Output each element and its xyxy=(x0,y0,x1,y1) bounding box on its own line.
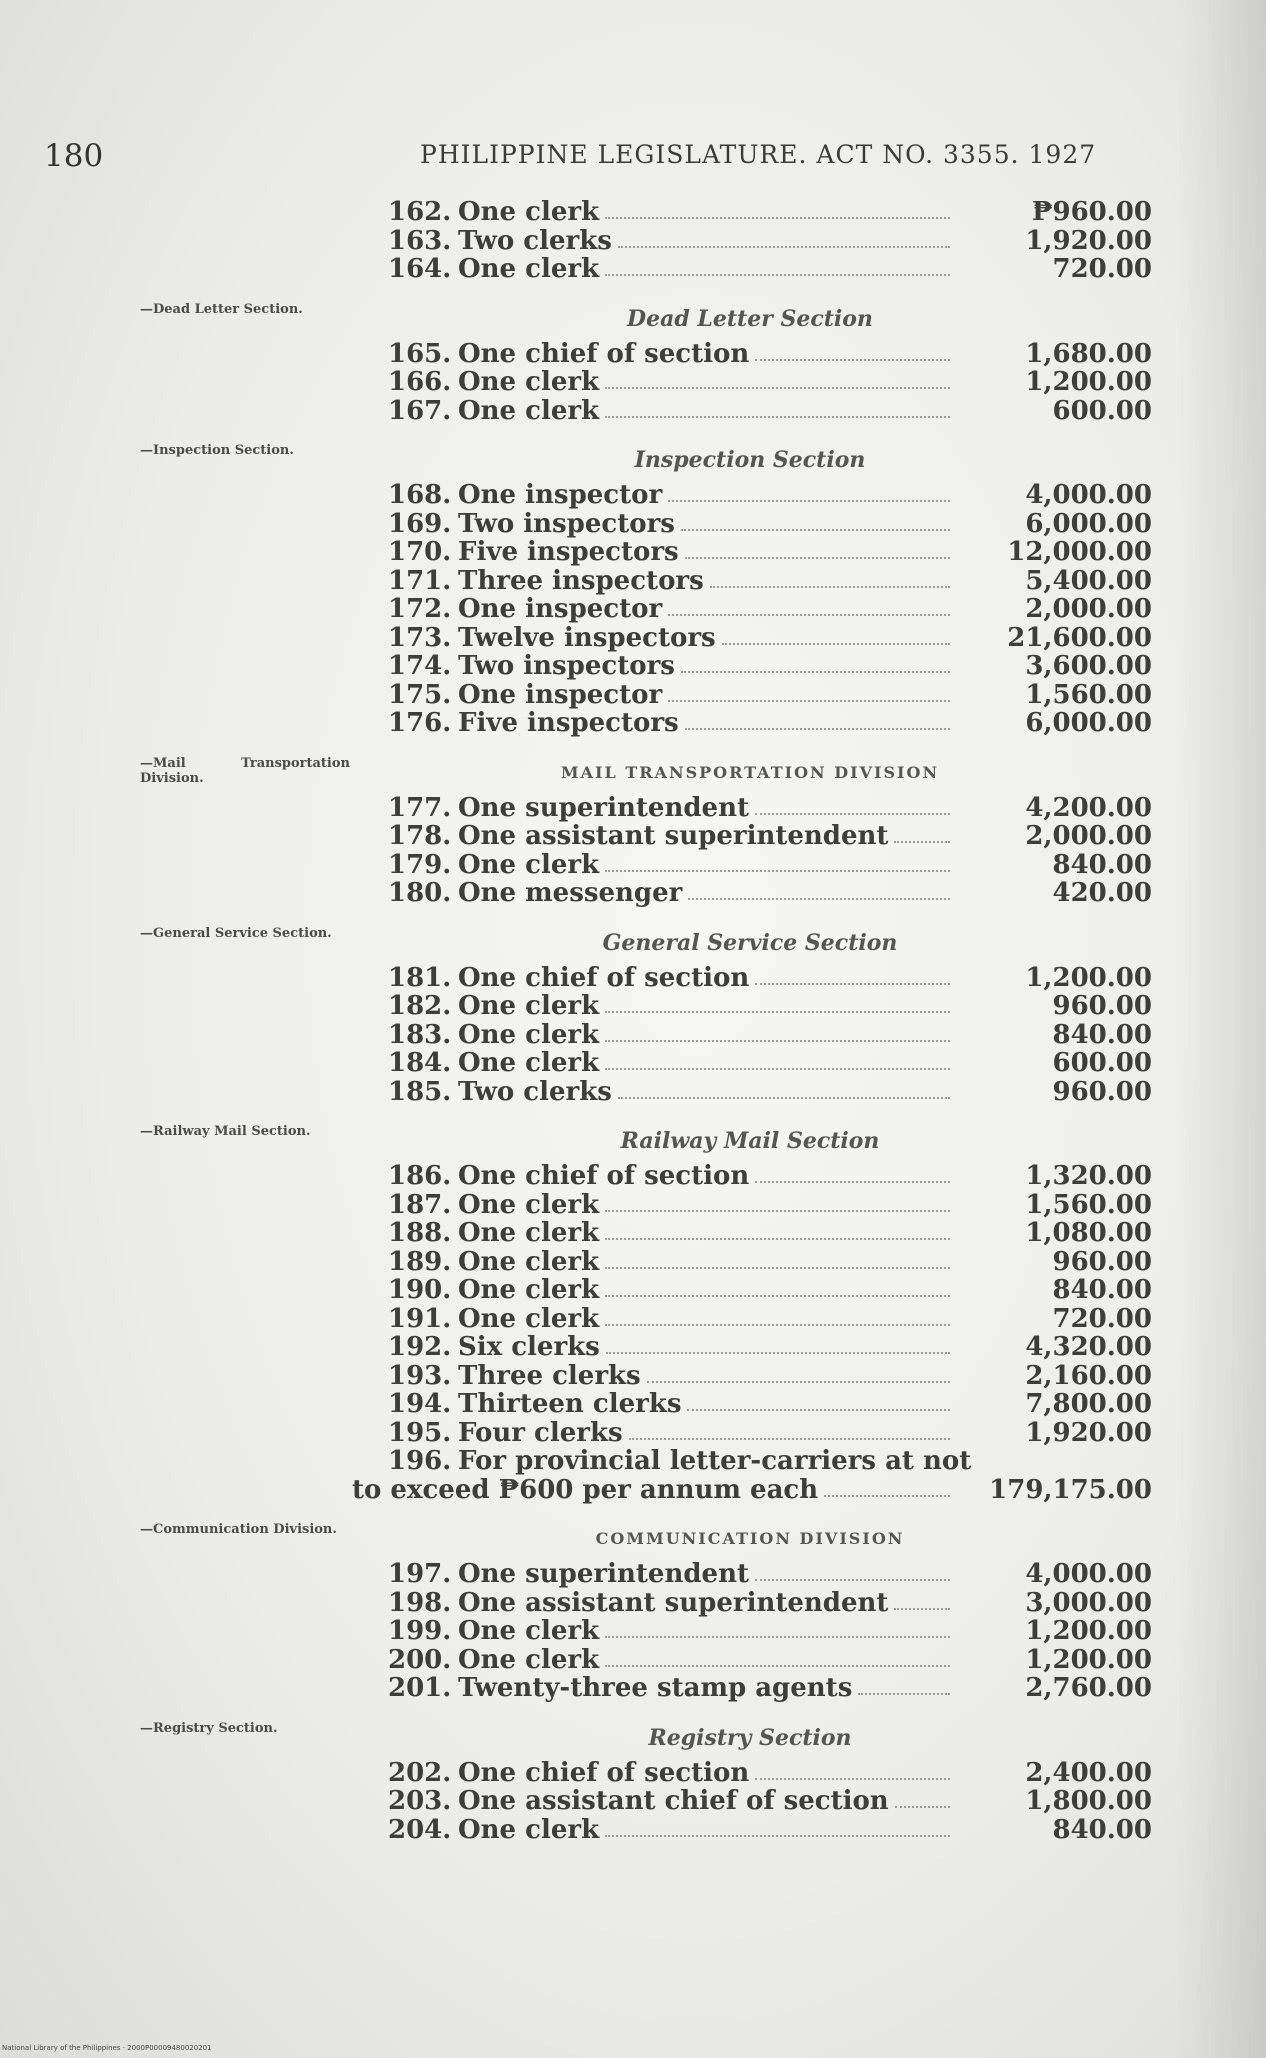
leader-dots xyxy=(685,557,950,559)
item-amount: 840.00 xyxy=(1052,1814,1152,1845)
section-gap xyxy=(0,284,1266,298)
item-description: One clerk xyxy=(458,1189,600,1220)
item-number: 164. xyxy=(388,254,452,284)
line-item xyxy=(0,1362,1266,1391)
item-amount: 840.00 xyxy=(1052,1275,1152,1305)
section-heading: Inspection Section xyxy=(634,447,866,473)
line-item xyxy=(0,1816,1266,1845)
line-item xyxy=(0,1476,1266,1505)
item-number: 184. xyxy=(388,1048,452,1078)
item-description: One clerk xyxy=(458,1246,600,1277)
page-number: 180 xyxy=(44,138,104,174)
leader-dots xyxy=(605,387,950,389)
item-amount: 2,760.00 xyxy=(1025,1673,1152,1703)
margin-note: —Registry Section. xyxy=(140,1720,278,1736)
leader-dots xyxy=(755,813,950,815)
item-amount: 2,160.00 xyxy=(1025,1360,1152,1391)
item-amount: 1,920.00 xyxy=(1025,225,1152,256)
item-number: 167. xyxy=(388,395,452,426)
leader-dots xyxy=(681,529,950,531)
item-amount: 960.00 xyxy=(1052,991,1152,1021)
item-number: 163. xyxy=(388,225,452,256)
leader-dots xyxy=(668,500,950,502)
leader-dots xyxy=(668,700,950,702)
section-heading: Railway Mail Section xyxy=(620,1128,880,1154)
leader-dots xyxy=(605,1011,950,1013)
leader-dots xyxy=(605,1040,950,1042)
leader-dots xyxy=(755,1579,950,1581)
item-amount: 12,000.00 xyxy=(1007,537,1152,567)
item-amount: 1,200.00 xyxy=(1025,1616,1152,1646)
item-description: One clerk xyxy=(458,254,600,284)
item-description: One clerk xyxy=(458,367,600,397)
line-item xyxy=(0,227,1266,256)
leader-dots xyxy=(755,1181,950,1183)
item-amount: 840.00 xyxy=(1052,1019,1152,1050)
item-description: Five inspectors xyxy=(458,708,679,738)
item-amount: 21,600.00 xyxy=(1007,622,1152,653)
item-number: 186. xyxy=(388,1161,452,1191)
line-item xyxy=(0,595,1266,624)
section xyxy=(0,922,1266,1121)
line-item xyxy=(0,510,1266,539)
item-description: One clerk xyxy=(458,197,600,227)
leader-dots xyxy=(687,1409,950,1411)
item-number: 189. xyxy=(388,1246,452,1277)
leader-dots xyxy=(605,1238,950,1240)
item-amount: 179,175.00 xyxy=(989,1474,1152,1505)
item-description: One inspector xyxy=(458,480,663,510)
line-item xyxy=(0,1162,1266,1191)
line-item xyxy=(0,879,1266,908)
item-number: 177. xyxy=(388,792,452,823)
item-description: Four clerks xyxy=(458,1417,623,1448)
item-number: 166. xyxy=(388,367,452,397)
item-number: 187. xyxy=(388,1189,452,1220)
line-item xyxy=(0,794,1266,823)
line-item xyxy=(0,1560,1266,1589)
scan-footer: National Library of the Philippines · 2000P00009480020201 xyxy=(2,2044,212,2052)
item-description: One chief of section xyxy=(458,338,750,369)
item-amount: 600.00 xyxy=(1052,1048,1152,1078)
line-item xyxy=(0,1419,1266,1448)
item-amount: 2,000.00 xyxy=(1025,821,1152,851)
item-description: One clerk xyxy=(458,1019,600,1050)
item-number: 174. xyxy=(388,651,452,681)
leader-dots xyxy=(605,416,950,418)
leader-dots xyxy=(618,1097,950,1099)
item-description: One messenger xyxy=(458,878,683,908)
line-item xyxy=(0,851,1266,880)
margin-note: —Dead Letter Section. xyxy=(140,301,303,317)
leader-dots xyxy=(722,643,950,645)
item-amount: 1,920.00 xyxy=(1025,1417,1152,1448)
item-number: 188. xyxy=(388,1218,452,1248)
line-item xyxy=(0,1021,1266,1050)
leader-dots xyxy=(605,1210,950,1212)
line-item xyxy=(0,1759,1266,1788)
line-item xyxy=(0,1617,1266,1646)
item-amount: 1,800.00 xyxy=(1025,1786,1152,1816)
item-number: 182. xyxy=(388,991,452,1021)
margin-note: —Communication Division. xyxy=(140,1522,337,1537)
item-amount: 3,600.00 xyxy=(1025,651,1152,681)
item-amount: 1,200.00 xyxy=(1025,367,1152,397)
item-amount: 3,000.00 xyxy=(1025,1587,1152,1618)
appropriation-list xyxy=(0,198,1266,1858)
item-number: 176. xyxy=(388,708,452,738)
item-description: Two inspectors xyxy=(458,651,675,681)
line-item xyxy=(0,1447,1266,1476)
line-item xyxy=(0,1589,1266,1618)
item-description: One clerk xyxy=(458,1814,600,1845)
item-number: 197. xyxy=(388,1559,452,1589)
item-amount: 420.00 xyxy=(1052,878,1152,908)
item-amount: 4,200.00 xyxy=(1025,792,1152,823)
item-description: Two clerks xyxy=(458,1076,612,1107)
item-number: 179. xyxy=(388,849,452,880)
line-item xyxy=(0,624,1266,653)
line-item xyxy=(0,538,1266,567)
leader-dots xyxy=(824,1495,950,1497)
item-amount: 6,000.00 xyxy=(1025,508,1152,539)
line-item xyxy=(0,567,1266,596)
leader-dots xyxy=(605,217,950,219)
item-description: One chief of section xyxy=(458,1161,750,1191)
leader-dots xyxy=(605,1835,950,1837)
leader-dots xyxy=(858,1693,950,1695)
item-description: Six clerks xyxy=(458,1332,600,1362)
item-number: 191. xyxy=(388,1303,452,1334)
item-amount: 1,680.00 xyxy=(1025,338,1152,369)
item-amount: 6,000.00 xyxy=(1025,708,1152,738)
line-item xyxy=(0,1219,1266,1248)
item-number: 169. xyxy=(388,508,452,539)
item-amount: 1,320.00 xyxy=(1025,1161,1152,1191)
section-gap xyxy=(0,1106,1266,1120)
item-amount: 1,200.00 xyxy=(1025,1644,1152,1675)
section-gap xyxy=(0,1703,1266,1717)
item-amount: 4,320.00 xyxy=(1025,1332,1152,1362)
item-number: 180. xyxy=(388,878,452,908)
item-number: 203. xyxy=(388,1786,452,1816)
leader-dots xyxy=(668,614,950,616)
item-description: Two inspectors xyxy=(458,508,675,539)
section-heading: COMMUNICATION DIVISION xyxy=(595,1529,905,1548)
item-description: Three inspectors xyxy=(458,565,704,596)
item-number: 198. xyxy=(388,1587,452,1618)
line-item xyxy=(0,1787,1266,1816)
leader-dots xyxy=(605,1636,950,1638)
line-item xyxy=(0,992,1266,1021)
item-number: 204. xyxy=(388,1814,452,1845)
item-description: One clerk xyxy=(458,1303,600,1334)
item-description: Five inspectors xyxy=(458,537,679,567)
leader-dots xyxy=(894,841,950,843)
item-number: 168. xyxy=(388,480,452,510)
item-amount: 960.00 xyxy=(1052,1076,1152,1107)
item-amount: 4,000.00 xyxy=(1025,480,1152,510)
leader-dots xyxy=(755,983,950,985)
item-description: One superintendent xyxy=(458,1559,749,1589)
item-amount: ₱960.00 xyxy=(1031,197,1152,227)
leader-dots xyxy=(681,671,950,673)
margin-note: —Railway Mail Section. xyxy=(140,1124,311,1139)
leader-dots xyxy=(755,359,950,361)
item-description: One assistant chief of section xyxy=(458,1786,889,1816)
item-number: 195. xyxy=(388,1417,452,1448)
leader-dots xyxy=(755,1778,950,1780)
item-number: 170. xyxy=(388,537,452,567)
item-description: One clerk xyxy=(458,849,600,880)
margin-note: —Mail Transportation Division. xyxy=(140,755,350,786)
item-number: 185. xyxy=(388,1076,452,1107)
leader-dots xyxy=(605,1295,950,1297)
item-number: 183. xyxy=(388,1019,452,1050)
running-head: PHILIPPINE LEGISLATURE. ACT NO. 3355. 1927 xyxy=(420,140,1097,169)
item-number: 200. xyxy=(388,1644,452,1675)
line-item xyxy=(0,1646,1266,1675)
section xyxy=(0,1120,1266,1518)
leader-dots xyxy=(685,728,950,730)
item-amount: 1,080.00 xyxy=(1025,1218,1152,1248)
item-amount: 1,560.00 xyxy=(1025,679,1152,710)
line-item xyxy=(0,1305,1266,1334)
item-description: One inspector xyxy=(458,594,663,624)
item-amount: 840.00 xyxy=(1052,849,1152,880)
leader-dots xyxy=(605,1068,950,1070)
section-gap xyxy=(0,908,1266,922)
item-description: One clerk xyxy=(458,1048,600,1078)
section-gap xyxy=(0,738,1266,752)
leader-dots xyxy=(895,1806,950,1808)
item-number: 190. xyxy=(388,1275,452,1305)
leader-dots xyxy=(894,1608,950,1610)
item-number: 171. xyxy=(388,565,452,596)
margin-note: —General Service Section. xyxy=(140,925,332,941)
item-description: One assistant superintendent xyxy=(458,821,889,851)
section-gap xyxy=(0,425,1266,439)
section xyxy=(0,752,1266,922)
section xyxy=(0,198,1266,298)
item-number: 193. xyxy=(388,1360,452,1391)
leader-dots xyxy=(629,1438,950,1440)
leader-dots xyxy=(710,586,950,588)
line-item xyxy=(0,681,1266,710)
item-amount: 600.00 xyxy=(1052,395,1152,426)
line-item xyxy=(0,481,1266,510)
item-description: One clerk xyxy=(458,395,600,426)
item-description: One clerk xyxy=(458,1218,600,1248)
line-item xyxy=(0,255,1266,284)
section xyxy=(0,298,1266,440)
item-number: 202. xyxy=(388,1757,452,1788)
line-item xyxy=(0,1674,1266,1703)
section xyxy=(0,439,1266,752)
item-number: 162. xyxy=(388,197,452,227)
line-item xyxy=(0,1276,1266,1305)
section xyxy=(0,1717,1266,1859)
line-item xyxy=(0,1049,1266,1078)
item-description: to exceed ₱600 per annum each xyxy=(352,1474,819,1505)
item-number: 165. xyxy=(388,338,452,369)
line-item xyxy=(0,1191,1266,1220)
item-amount: 4,000.00 xyxy=(1025,1559,1152,1589)
margin-note: —Inspection Section. xyxy=(140,443,294,458)
item-description: Thirteen clerks xyxy=(458,1389,682,1419)
item-number: 194. xyxy=(388,1389,452,1419)
item-number: 175. xyxy=(388,679,452,710)
item-amount: 5,400.00 xyxy=(1025,565,1152,596)
line-item xyxy=(0,964,1266,993)
item-amount: 2,400.00 xyxy=(1025,1757,1152,1788)
leader-dots xyxy=(618,246,950,248)
item-description: Twenty-three stamp agents xyxy=(458,1673,853,1703)
leader-dots xyxy=(605,870,950,872)
item-number: 199. xyxy=(388,1616,452,1646)
item-description: One superintendent xyxy=(458,792,749,823)
leader-dots xyxy=(605,1267,950,1269)
section-heading: General Service Section xyxy=(602,929,898,956)
item-description: One clerk xyxy=(458,1644,600,1675)
leader-dots xyxy=(688,898,950,900)
line-item xyxy=(0,1078,1266,1107)
item-number: 192. xyxy=(388,1332,452,1362)
item-number: 178. xyxy=(388,821,452,851)
line-item xyxy=(0,1390,1266,1419)
item-number: 172. xyxy=(388,594,452,624)
item-amount: 2,000.00 xyxy=(1025,594,1152,624)
item-description: One clerk xyxy=(458,1275,600,1305)
item-description: Three clerks xyxy=(458,1360,641,1391)
item-description: Two clerks xyxy=(458,225,612,256)
item-description: One clerk xyxy=(458,1616,600,1646)
line-item xyxy=(0,652,1266,681)
item-description: One chief of section xyxy=(458,962,750,993)
line-item xyxy=(0,822,1266,851)
section xyxy=(0,1518,1266,1717)
item-description: One inspector xyxy=(458,679,663,710)
item-description: Twelve inspectors xyxy=(458,622,716,653)
section-heading: MAIL TRANSPORTATION DIVISION xyxy=(560,762,940,782)
line-item xyxy=(0,198,1266,227)
section-gap xyxy=(0,1504,1266,1518)
section-heading: Dead Letter Section xyxy=(627,305,873,332)
item-amount: 720.00 xyxy=(1052,254,1152,284)
item-description: One assistant superintendent xyxy=(458,1587,889,1618)
item-amount: 1,200.00 xyxy=(1025,962,1152,993)
leader-dots xyxy=(605,1324,950,1326)
section-gap xyxy=(0,1844,1266,1858)
line-item xyxy=(0,1248,1266,1277)
line-item xyxy=(0,368,1266,397)
item-number: 181. xyxy=(388,962,452,993)
line-item xyxy=(0,709,1266,738)
item-number: 196. xyxy=(388,1446,452,1476)
leader-dots xyxy=(647,1381,950,1383)
leader-dots xyxy=(605,274,950,276)
item-description: One clerk xyxy=(458,991,600,1021)
line-item xyxy=(0,397,1266,426)
section-heading: Registry Section xyxy=(648,1724,852,1751)
item-description: For provincial letter-carriers at not xyxy=(458,1446,972,1476)
line-item xyxy=(0,340,1266,369)
item-amount: 7,800.00 xyxy=(1025,1389,1152,1419)
item-amount: 1,560.00 xyxy=(1025,1189,1152,1220)
item-number: 173. xyxy=(388,622,452,653)
item-amount: 720.00 xyxy=(1052,1303,1152,1334)
item-number: 201. xyxy=(388,1673,452,1703)
leader-dots xyxy=(605,1665,950,1667)
leader-dots xyxy=(606,1352,950,1354)
item-description: One chief of section xyxy=(458,1757,750,1788)
line-item xyxy=(0,1333,1266,1362)
item-amount: 960.00 xyxy=(1052,1246,1152,1277)
